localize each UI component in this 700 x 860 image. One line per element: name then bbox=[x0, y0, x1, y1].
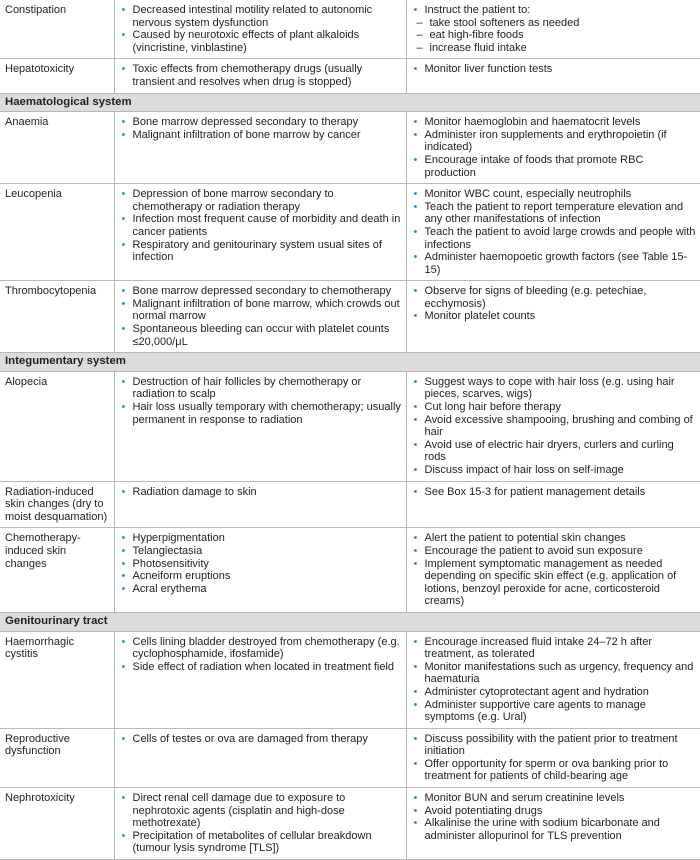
table-row bbox=[0, 371, 700, 481]
interventions-list bbox=[412, 285, 697, 323]
list-item: • Hyperpigmentation bbox=[120, 532, 402, 545]
list-item: • Administer iron supplements and erythropoietin (if indicated) bbox=[412, 129, 697, 154]
list-item: • Respiratory and genitourinary system usual sites of infection bbox=[120, 239, 402, 264]
interventions-list bbox=[412, 486, 697, 499]
table-row bbox=[0, 728, 700, 787]
interventions-list bbox=[412, 63, 697, 76]
table-row bbox=[0, 184, 700, 281]
list-item: • Avoid potentiating drugs bbox=[412, 805, 697, 818]
causes-cell bbox=[114, 371, 406, 481]
interventions-cell bbox=[406, 631, 700, 728]
causes-list bbox=[120, 63, 402, 88]
list-item: • Encourage the patient to avoid sun exposure bbox=[412, 545, 697, 558]
section-title: Haematological system bbox=[0, 93, 700, 112]
causes-cell bbox=[114, 184, 406, 281]
list-item: • Infection most frequent cause of morbidity and death in cancer patients bbox=[120, 213, 402, 238]
causes-list bbox=[120, 188, 402, 264]
list-item: • Monitor liver function tests bbox=[412, 63, 697, 76]
list-item: • Discuss possibility with the patient prior to treatment initiation bbox=[412, 733, 697, 758]
list-item: • Encourage increased fluid intake 24–72 h after treatment, as tolerated bbox=[412, 636, 697, 661]
causes-cell bbox=[114, 112, 406, 184]
table-row bbox=[0, 59, 700, 93]
causes-list bbox=[120, 285, 402, 348]
list-item: • Telangiectasia bbox=[120, 545, 402, 558]
condition-cell: Hepatotoxicity bbox=[0, 59, 114, 93]
causes-list bbox=[120, 376, 402, 426]
list-item: • Hair loss usually temporary with chemotherapy; usually permanent in response to radiation bbox=[120, 401, 402, 426]
list-item: • Direct renal cell damage due to exposure to nephrotoxic agents (cisplatin and high-dose methotrexate) bbox=[120, 792, 402, 830]
list-item: • Alkalinise the urine with sodium bicarbonate and administer allopurinol for TLS prevention bbox=[412, 817, 697, 842]
condition-cell: Anaemia bbox=[0, 112, 114, 184]
condition-cell: Chemotherapy-induced skin changes bbox=[0, 528, 114, 613]
causes-list bbox=[120, 792, 402, 855]
causes-cell bbox=[114, 728, 406, 787]
list-item: • Radiation damage to skin bbox=[120, 486, 402, 499]
causes-cell bbox=[114, 631, 406, 728]
condition-cell: Alopecia bbox=[0, 371, 114, 481]
table-row bbox=[0, 0, 700, 59]
interventions-cell bbox=[406, 528, 700, 613]
causes-cell bbox=[114, 281, 406, 353]
list-item: • See Box 15-3 for patient management details bbox=[412, 486, 697, 499]
list-item: • Avoid excessive shampooing, brushing and combing of hair bbox=[412, 414, 697, 439]
list-item: • Instruct the patient to: bbox=[412, 4, 697, 17]
list-item: • Photosensitivity bbox=[120, 558, 402, 571]
condition-cell: Leucopenia bbox=[0, 184, 114, 281]
list-item: – increase fluid intake bbox=[412, 42, 697, 55]
interventions-cell bbox=[406, 481, 700, 528]
section-header-row bbox=[0, 353, 700, 372]
list-item: • Discuss impact of hair loss on self-image bbox=[412, 464, 697, 477]
causes-cell bbox=[114, 528, 406, 613]
causes-cell bbox=[114, 481, 406, 528]
list-item: • Offer opportunity for sperm or ova banking prior to treatment for patients of child-bearing age bbox=[412, 758, 697, 783]
condition-cell: Reproductive dysfunction bbox=[0, 728, 114, 787]
condition-cell: Constipation bbox=[0, 0, 114, 59]
section-header-row bbox=[0, 612, 700, 631]
list-item: • Administer cytoprotectant agent and hydration bbox=[412, 686, 697, 699]
list-item: • Teach the patient to avoid large crowds and people with infections bbox=[412, 226, 697, 251]
section-title: Integumentary system bbox=[0, 353, 700, 372]
section-title: Genitourinary tract bbox=[0, 612, 700, 631]
intervention-subitems-list bbox=[412, 17, 697, 55]
causes-cell bbox=[114, 59, 406, 93]
causes-cell bbox=[114, 788, 406, 860]
list-item: • Monitor platelet counts bbox=[412, 310, 697, 323]
interventions-cell bbox=[406, 112, 700, 184]
list-item: • Destruction of hair follicles by chemotherapy or radiation to scalp bbox=[120, 376, 402, 401]
causes-list bbox=[120, 116, 402, 141]
list-item: • Acneiform eruptions bbox=[120, 570, 402, 583]
list-item: • Malignant infiltration of bone marrow by cancer bbox=[120, 129, 402, 142]
interventions-list bbox=[412, 116, 697, 179]
interventions-cell bbox=[406, 728, 700, 787]
list-item: • Monitor haemoglobin and haematocrit levels bbox=[412, 116, 697, 129]
list-item: • Bone marrow depressed secondary to chemotherapy bbox=[120, 285, 402, 298]
interventions-list bbox=[412, 188, 697, 276]
list-item: • Monitor WBC count, especially neutrophils bbox=[412, 188, 697, 201]
list-item: • Side effect of radiation when located in treatment field bbox=[120, 661, 402, 674]
list-item: • Malignant infiltration of bone marrow, which crowds out normal marrow bbox=[120, 298, 402, 323]
list-item: • Depression of bone marrow secondary to chemotherapy or radiation therapy bbox=[120, 188, 402, 213]
list-item: • Alert the patient to potential skin changes bbox=[412, 532, 697, 545]
causes-list bbox=[120, 636, 402, 674]
list-item: • Cells of testes or ova are damaged from therapy bbox=[120, 733, 402, 746]
table-row bbox=[0, 788, 700, 860]
causes-list bbox=[120, 486, 402, 499]
interventions-list bbox=[412, 792, 697, 842]
list-item: • Cells lining bladder destroyed from chemotherapy (e.g. cyclophosphamide, ifosfamide) bbox=[120, 636, 402, 661]
causes-list bbox=[120, 4, 402, 54]
condition-cell: Nephrotoxicity bbox=[0, 788, 114, 860]
interventions-list bbox=[412, 636, 697, 724]
table-row bbox=[0, 481, 700, 528]
interventions-list bbox=[412, 376, 697, 477]
interventions-list bbox=[412, 532, 697, 608]
list-item: • Observe for signs of bleeding (e.g. petechiae, ecchymosis) bbox=[412, 285, 697, 310]
table-row bbox=[0, 631, 700, 728]
list-item: • Administer haemopoetic growth factors (see Table 15-15) bbox=[412, 251, 697, 276]
causes-list bbox=[120, 733, 402, 746]
section-header-row bbox=[0, 93, 700, 112]
interventions-cell bbox=[406, 0, 700, 59]
list-item: • Teach the patient to report temperature elevation and any other manifestations of infection bbox=[412, 201, 697, 226]
list-item: • Toxic effects from chemotherapy drugs (usually transient and resolves when drug is stopped) bbox=[120, 63, 402, 88]
causes-list bbox=[120, 532, 402, 595]
list-item: • Encourage intake of foods that promote RBC production bbox=[412, 154, 697, 179]
list-item: • Cut long hair before therapy bbox=[412, 401, 697, 414]
list-item: • Acral erythema bbox=[120, 583, 402, 596]
list-item: – eat high-fibre foods bbox=[412, 29, 697, 42]
interventions-cell bbox=[406, 59, 700, 93]
list-item: • Monitor BUN and serum creatinine levels bbox=[412, 792, 697, 805]
list-item: – take stool softeners as needed bbox=[412, 17, 697, 30]
list-item: • Implement symptomatic management as needed depending on specific skin effect (e.g. application of lotions, benzoyl peroxide for acne, corticosteroid creams) bbox=[412, 558, 697, 608]
list-item: • Bone marrow depressed secondary to therapy bbox=[120, 116, 402, 129]
list-item: • Monitor manifestations such as urgency, frequency and haematuria bbox=[412, 661, 697, 686]
list-item: • Caused by neurotoxic effects of plant alkaloids (vincristine, vinblastine) bbox=[120, 29, 402, 54]
list-item: • Suggest ways to cope with hair loss (e.g. using hair pieces, scarves, wigs) bbox=[412, 376, 697, 401]
interventions-cell bbox=[406, 184, 700, 281]
condition-cell: Radiation-induced skin changes (dry to moist desquamation) bbox=[0, 481, 114, 528]
condition-cell: Thrombocytopenia bbox=[0, 281, 114, 353]
list-item: • Precipitation of metabolites of cellular breakdown (tumour lysis syndrome [TLS]) bbox=[120, 830, 402, 855]
table-row bbox=[0, 528, 700, 613]
interventions-list bbox=[412, 733, 697, 783]
causes-cell bbox=[114, 0, 406, 59]
list-item: • Spontaneous bleeding can occur with platelet counts ≤20,000/μL bbox=[120, 323, 402, 348]
list-item: • Administer supportive care agents to manage symptoms (e.g. Ural) bbox=[412, 699, 697, 724]
table-row bbox=[0, 112, 700, 184]
interventions-list bbox=[412, 4, 697, 17]
list-item: • Avoid use of electric hair dryers, curlers and curling rods bbox=[412, 439, 697, 464]
list-item: • Decreased intestinal motility related to autonomic nervous system dysfunction bbox=[120, 4, 402, 29]
interventions-cell bbox=[406, 371, 700, 481]
table-row bbox=[0, 281, 700, 353]
interventions-cell bbox=[406, 281, 700, 353]
interventions-cell bbox=[406, 788, 700, 860]
condition-cell: Haemorrhagic cystitis bbox=[0, 631, 114, 728]
